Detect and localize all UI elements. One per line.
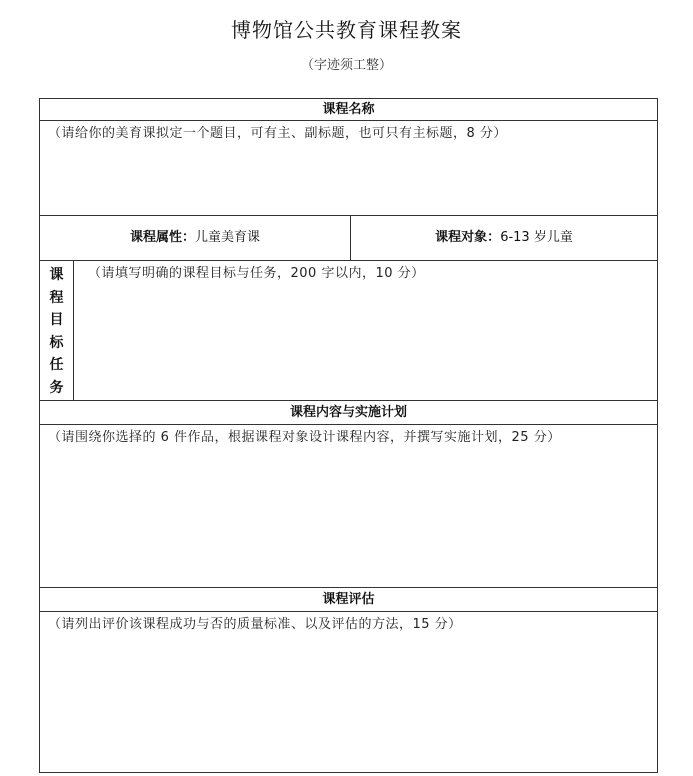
objectives-label-char: 课 [49,267,64,283]
divider [40,611,657,612]
divider [73,260,74,400]
course-audience-label: 课程对象： [435,230,501,245]
content-plan-hint[interactable]: （请围绕你选择的 6 件作品，根据课程对象设计课程内容，并撰写实施计划，25 分） [48,430,561,445]
course-attribute-label: 课程属性： [129,230,195,245]
document-title: 博物馆公共教育课程教案 [231,18,462,42]
divider [40,587,657,588]
objectives-label-char: 目 [49,312,64,328]
divider [40,400,657,401]
objectives-label-char: 标 [49,334,64,351]
course-attribute-value: 儿童美育课 [195,230,261,245]
objectives-hint[interactable]: （请填写明确的课程目标与任务，200 字以内，10 分） [88,266,425,281]
objectives-label-char: 程 [49,289,64,306]
lesson-plan-form [39,98,658,773]
divider [40,424,657,425]
objectives-label-char: 任 [49,357,64,373]
content-plan-header: 课程内容与实施计划 [289,405,407,420]
evaluation-hint[interactable]: （请列出评价该课程成功与否的质量标准、以及评估的方法，15 分） [48,617,462,632]
course-name-hint[interactable]: （请给你的美育课拟定一个题目，可有主、副标题，也可只有主标题，8 分） [48,126,507,141]
course-audience [351,216,657,260]
course-name-header: 课程名称 [322,102,375,117]
objectives-label-char: 务 [49,379,64,396]
course-audience-value: 6-13 岁儿童 [500,230,573,245]
evaluation-header: 课程评估 [322,592,375,607]
divider [40,120,657,121]
divider [40,260,657,261]
document-subtitle: （字迹须工整） [300,58,392,73]
objectives-label [40,262,73,402]
course-attribute [40,216,350,260]
